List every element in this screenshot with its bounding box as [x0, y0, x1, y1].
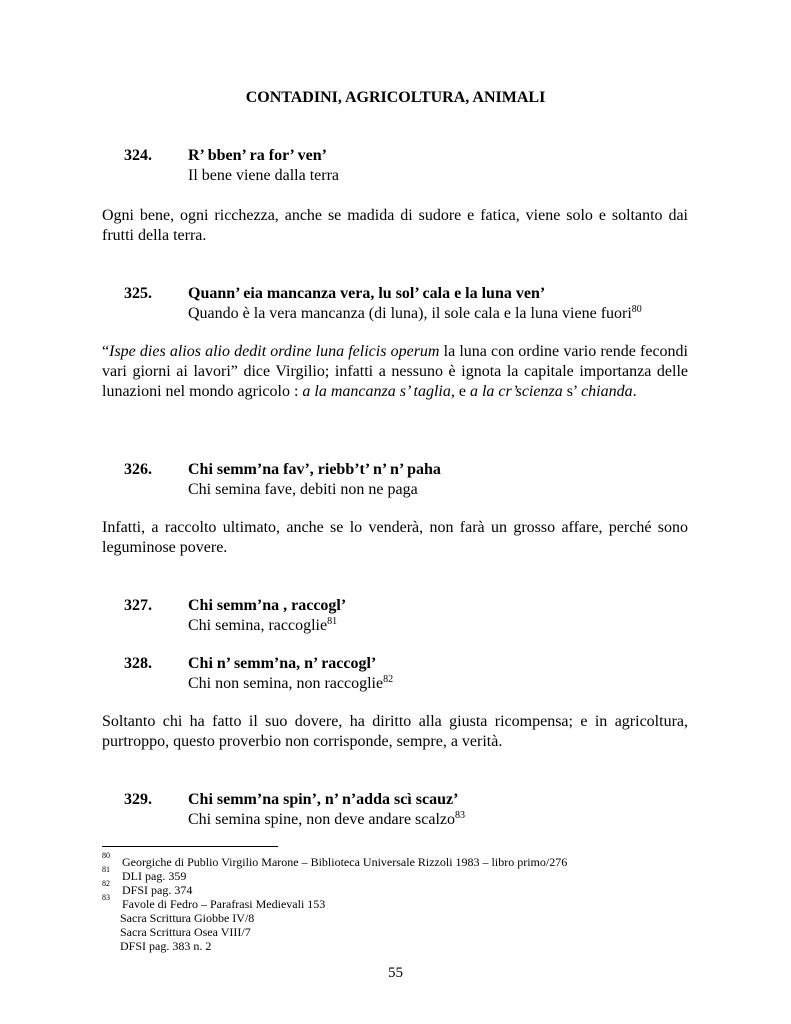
commentary-328: Soltanto chi ha fatto il suo dovere, ha diritto alla giusta ricompensa; e in agricoltura, purtroppo, questo proverbio non corrisponde, sempre, a verità.	[102, 713, 688, 750]
proverb-dialect: Chi semm’na fav’, riebb’t’ n’ n’ paha	[188, 461, 441, 478]
footnote-ref: 81	[327, 616, 338, 627]
proverb-translation: Chi non semina, non raccoglie$^{82}$	[188, 674, 394, 692]
commentary-326: Infatti, a raccolto ultimato, anche se lo venderà, non farà un grosso affare, perché sono leguminose povere.	[102, 519, 688, 556]
proverb-dialect: Chi semm’na spin’, n’ n’adda scì scauz’	[188, 791, 459, 808]
section-title: CONTADINI, AGRICOLTURA, ANIMALI	[245, 89, 546, 106]
proverb-dialect: Chi n’ semm’na, n’ raccogl’	[188, 655, 377, 672]
footnote-ref: 83	[455, 810, 466, 821]
proverb-translation: Il bene viene dalla terra	[188, 167, 340, 184]
proverb-number: 329.	[124, 791, 152, 808]
footnote-ref: 82	[383, 674, 394, 685]
commentary-324: Ogni bene, ogni ricchezza, anche se madida di sudore e fatica, viene solo e soltanto dai frutti della terra.	[102, 207, 688, 244]
footnote-continuation: Sacra Scrittura Osea VIII/7	[120, 925, 251, 939]
page-number: 55	[388, 965, 403, 981]
footnote-separator	[102, 846, 278, 847]
footnote-text: DFSI pag. 374	[122, 883, 193, 897]
proverb-dialect: Quann’ eia mancanza vera, lu sol’ cala e la luna ven’	[188, 285, 546, 302]
proverb-translation: Chi semina, raccoglie$^{81}$	[188, 616, 338, 634]
proverb-translation: Quando è la vera mancanza (di luna), il sole cala e la luna viene fuori$^{80}$	[188, 304, 642, 322]
proverb-dialect: Chi semm’na , raccogl’	[188, 597, 347, 614]
proverb-number: 328.	[124, 655, 152, 672]
commentary-325: “Ispe dies alios alio dedit ordine luna felicis operum la luna con ordine vario rende fecondi vari giorni ai lavori” dice Virgilio; infatti a nessuno è ignota la capitale importanza delle lunazioni nel mondo agricolo : a la mancanza s’ taglia, e a la cr’scienza s’ chianda.	[102, 343, 689, 400]
footnote-mark: 80	[102, 851, 110, 860]
footnote-text: Favole di Fedro – Parafrasi Medievali 153	[122, 897, 326, 911]
footnote-mark: 83	[102, 893, 110, 902]
proverb-translation: Chi semina fave, debiti non ne paga	[188, 481, 418, 498]
footnote-text: Georgiche di Publio Virgilio Marone – Biblioteca Universale Rizzoli 1983 – libro primo/276	[122, 855, 568, 869]
proverb-translation: Chi semina spine, non deve andare scalzo$^{83}$	[188, 810, 466, 828]
proverb-number: 326.	[124, 461, 152, 478]
footnote-continuation: DFSI pag. 383 n. 2	[120, 939, 212, 953]
proverb-number: 325.	[124, 285, 152, 302]
footnote-ref: 80	[631, 304, 642, 315]
footnote-text: DLI pag. 359	[122, 869, 187, 883]
proverb-number: 327.	[124, 597, 152, 614]
proverb-number: 324.	[124, 147, 152, 164]
footnote-continuation: Sacra Scrittura Giobbe IV/8	[120, 911, 255, 925]
footnote-mark: 82	[102, 879, 110, 888]
proverb-dialect: R’ bben’ ra for’ ven’	[188, 147, 327, 164]
footnote-mark: 81	[102, 865, 110, 874]
